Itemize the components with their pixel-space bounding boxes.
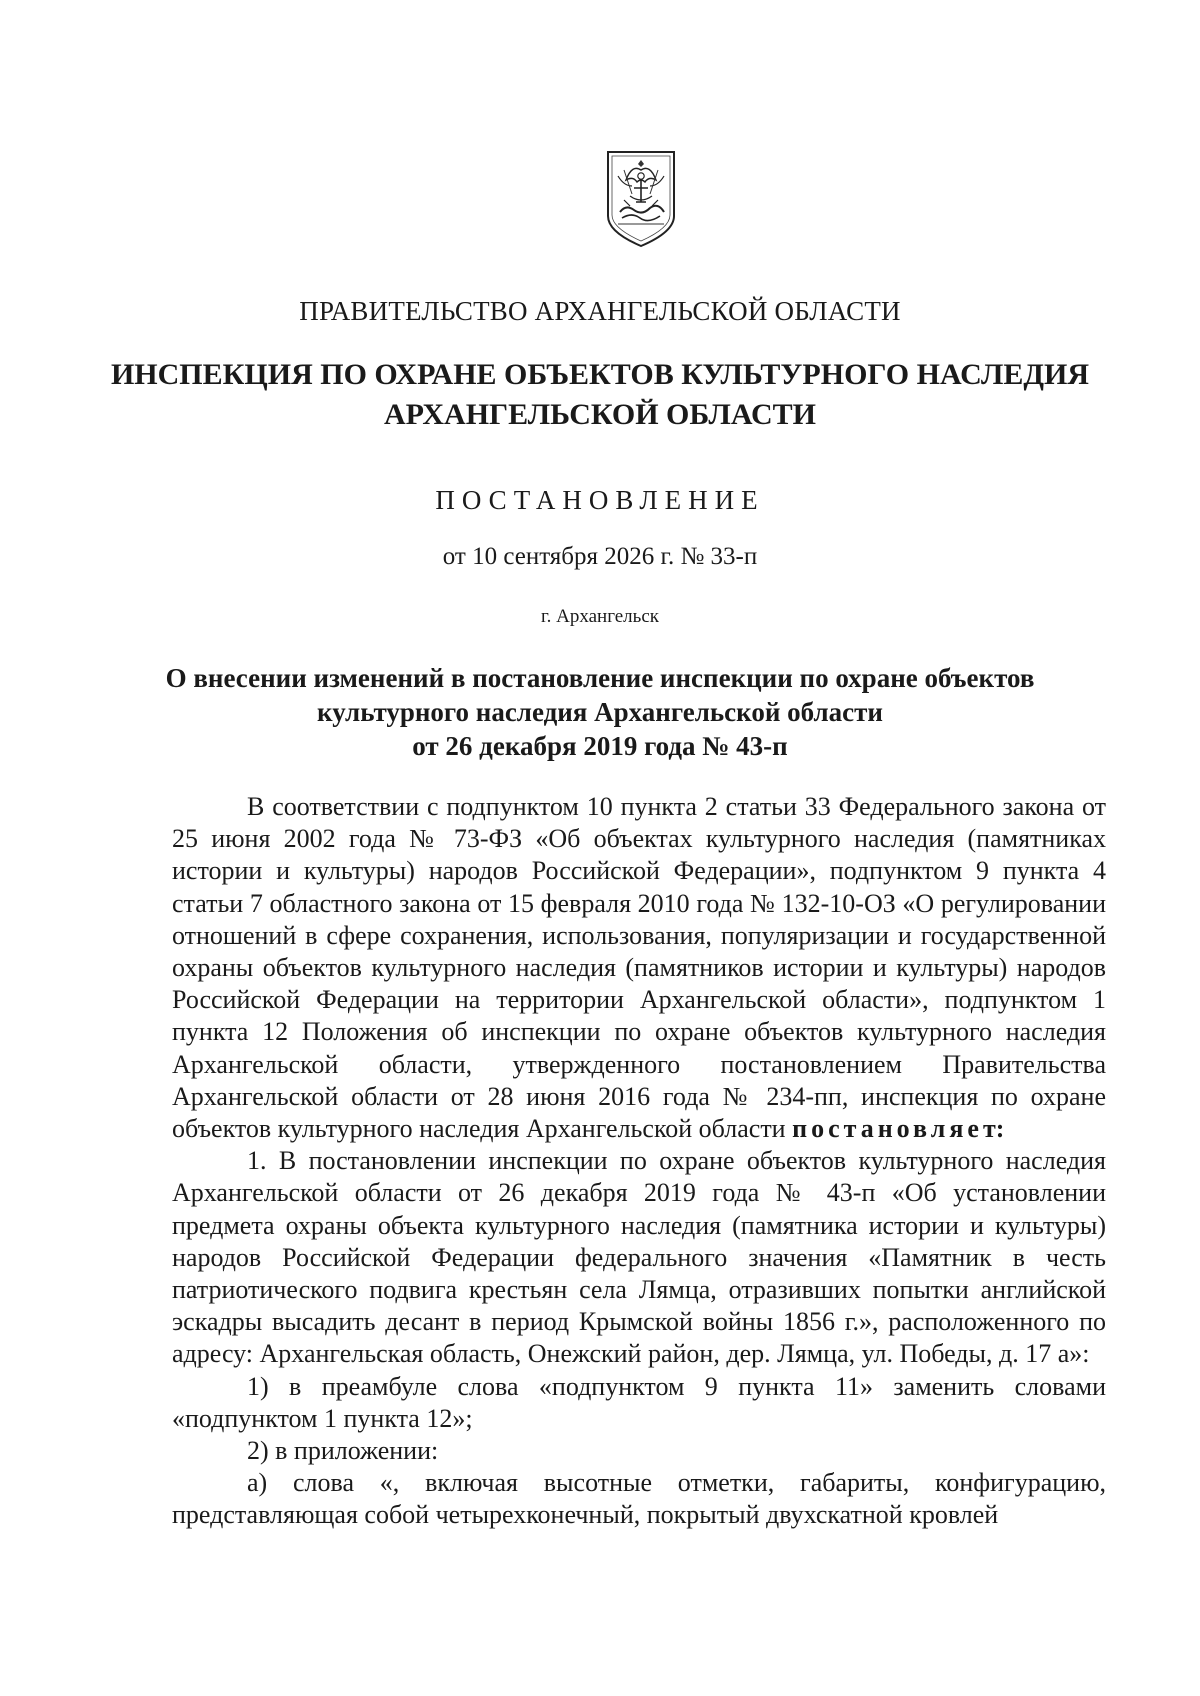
coat-of-arms-icon bbox=[602, 146, 680, 250]
item-1-2-a: а) слова «, включая высотные отметки, габариты, конфигурацию, представляющая собой четырехконечный, покрытый двухскатной кровлей bbox=[172, 1468, 1106, 1530]
item-1: 1. В постановлении инспекции по охране объектов культурного наследия Архангельской области от 26 декабря 2019 года № 43-п «Об установлении предмета охраны объекта культурного наследия (памятника истории и культуры) народов Российской Федерации федерального значения «Памятник в честь патриотического подвига крестьян села Лямца, отразивших попытки английской эскадры высадить десант в период Крымской войны 1856 г.», расположенного по адресу: Архангельская область, Онежский район, дер. Лямца, ул. Победы, д. 17 а»: bbox=[172, 1146, 1106, 1369]
city: г. Архангельск bbox=[540, 606, 659, 627]
document-subject bbox=[0, 661, 1200, 763]
inspection-title-line2: АРХАНГЕЛЬСКОЙ ОБЛАСТИ bbox=[384, 398, 816, 431]
date-and-number: от 10 сентября 2026 г. № 33-п bbox=[442, 543, 758, 570]
document-type: ПОСТАНОВЛЕНИЕ bbox=[435, 485, 765, 515]
document-body bbox=[172, 791, 1106, 1532]
inspection-title-line1: ИНСПЕКЦИЯ ПО ОХРАНЕ ОБЪЕКТОВ КУЛЬТУРНОГО НАСЛЕДИЯ bbox=[110, 358, 1090, 391]
resolves-word: постановляе bbox=[792, 1114, 983, 1144]
item-1-1: 1) в преамбуле слова «подпунктом 9 пункта 11» заменить словами «подпунктом 1 пункта 12»; bbox=[172, 1371, 1106, 1433]
government-title: ПРАВИТЕЛЬСТВО АРХАНГЕЛЬСКОЙ ОБЛАСТИ bbox=[299, 296, 901, 326]
subject-line1: О внесении изменений в постановление инспекции по охране объектов bbox=[165, 663, 1035, 693]
preamble-text: В соответствии с подпунктом 10 пункта 2 статьи 33 Федерального закона от 25 июня 2002 года № 73-ФЗ «Об объектах культурного наследия (памятниках истории и культуры) народов Российской Федерации», подпунктом 9 пункта 4 статьи 7 областного закона от 15 февраля 2010 года № 132-10-ОЗ «О регулировании отношений в сфере сохранения, использования, популяризации и государственной охраны объектов культурного наследия (памятников истории и культуры) народов Российской Федерации на территории Архангельской области», подпунктом 1 пункта 12 Положения об инспекции по охране объектов культурного наследия Архангельской области, утвержденного постановлением Правительства Архангельской области от 28 июня 2016 года № 234-пп, инспекция по охране объектов культурного наследия Архангельской области bbox=[172, 792, 1106, 1144]
item-1-2: 2) в приложении: bbox=[247, 1436, 439, 1466]
preamble-paragraph bbox=[172, 791, 1106, 1145]
subject-line3: от 26 декабря 2019 года № 43-п bbox=[412, 731, 788, 761]
inspection-title bbox=[0, 355, 1200, 435]
subject-line2: культурного наследия Архангельской области bbox=[317, 697, 883, 727]
resolves-word-tail: т: bbox=[982, 1114, 1005, 1144]
